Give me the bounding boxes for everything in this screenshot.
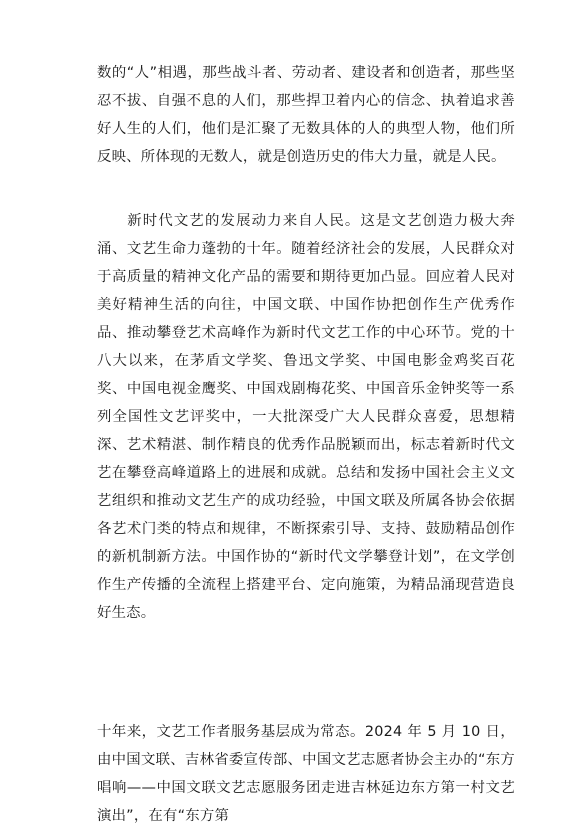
paragraph-2: 新时代文艺的发展动力来自人民。这是文艺创造力极大奔涌、文艺生命力蓬勃的十年。随着经济社会的发展，人民群众对于高质量的精神文化产品的需要和期待更加凸显。回应着人民对美好精神生活的向往，中国文联、中国作协把创作生产优秀作品、推动攀登艺术高峰作为新时代文艺工作的中心环节。党的十八大以来，在茅盾文学奖、鲁迅文学奖、中国电影金鸡奖百花奖、中国电视金鹰奖、中国戏剧梅花奖、中国音乐金钟奖等一系列全国性文艺评奖中，一大批深受广大人民群众喜爱，思想精深、艺术精湛、制作精良的优秀作品脱颖而出，标志着新时代文艺在攀登高峰道路上的进展和成就。总结和发扬中国社会主义文艺组织和推动文艺生产的成功经验，中国文联及所属各协会依据各艺术门类的特点和规律，不断探索引导、支持、鼓励精品创作的新机制新方法。中国作协的“新时代文学攀登计划”，在文学创作生产传播的全流程上搭建平台、定向施策，为精品涌现营造良好生态。 [97, 213, 515, 621]
paragraph-3: 十年来，文艺工作者服务基层成为常态。2024 年 5 月 10 日，由中国文联、吉林省委宣传部、中国文艺志愿者协会主办的“东方唱响——中国文联文艺志愿服务团走进吉林延边东方第一村文艺演出”，在有“东方第 [97, 724, 515, 824]
paragraph-1: 数的“人”相遇，那些战斗者、劳动者、建设者和创造者，那些坚忍不拔、自强不息的人们，那些捍卫着内心的信念、执着追求善好人生的人们，他们是汇聚了无数具体的人的典型人物，他们所反映、所体现的无数人，就是创造历史的伟大力量，就是人民。 [97, 65, 515, 165]
